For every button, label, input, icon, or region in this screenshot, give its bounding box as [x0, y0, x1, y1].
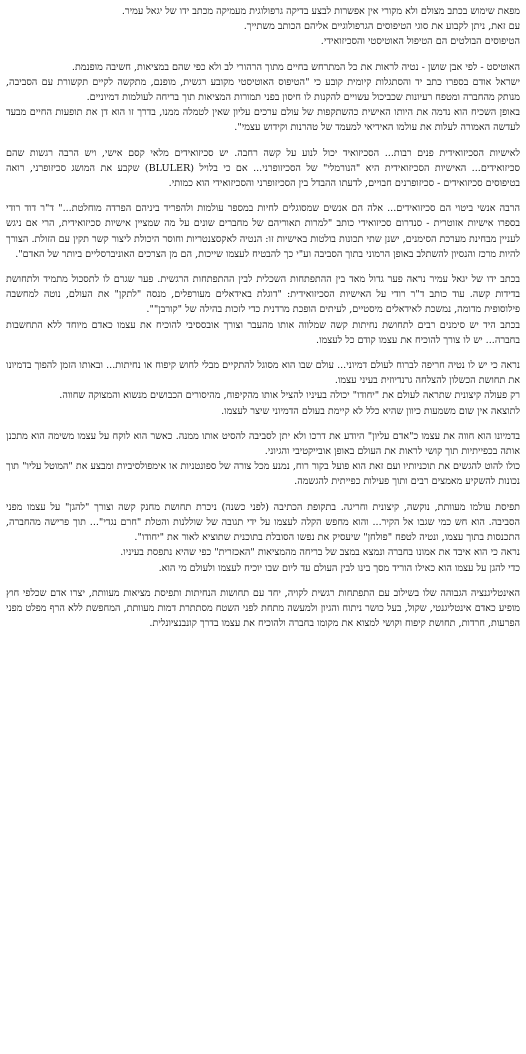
- text-line: רק פעולה קיצונית שתראה לעולם את "יחודו" יכולה בעיניו להציל אותו מהקיפוח, מהיסורים הכבושים מנשוא והמצוקה שחווה.: [59, 390, 520, 402]
- text-line: באופן השכיח הוא נדמה את היותו האישית כהשתקפות של עולם ערכים עליון שאין לטמלה ממנו, בדרך זו הוא דן את תופעות החיים מבעד לעדשה האמורה לעלות את עולמו האידיאי למעמד של טהרנות וקידוש עצמי".: [6, 107, 520, 134]
- paragraph-intro: [6, 4, 520, 50]
- text-line: ישראל אודם בספרו כתב יד והסתגלות קיומית קובע כי "הטיפוס האוטיסטי מקובע רגשית, מופנם, מתקשה לקיים תקשורת עם הסביבה, מנותק מהחברה ומטפח רעיונות שכביכול עשויים להקנות לו חיסון בפני תמורות המציאות תוך בריחה לעולמות דמיוניים.: [6, 76, 520, 104]
- paragraph-intelligence: [6, 586, 520, 632]
- text-line: הרבה אנשי ביטוי הם סכיזואידים... אלה הם אנשים שמסוגלים לחיות במספר עולמות ולהפריד ביניהם הפרדה מוחלטת..." ד"ר דוד רודי בספרו אישיות אזוטרית - סנדרום סכיזואידי כותב "למרות תאוריהם של מחברים שונים על מה שמציין אישיות סכיזואידית, הרי אם ניגש לעניין מבחינת מערכת הסימנים, ישנן שתי תכונות בולטות באישיות זו: הנטיה לאקסצנטריות וחוסר היכולת ליצור קשר תקין עם הזולת. הצורך להיות מרכז והנסיון להשתלב באופן הרמוני בתוך הסביבה וע"י כך להבטיח לעצמו שייכות, הם מן הצרכים האוניברסליים ביותר של האדם".: [6, 203, 520, 260]
- text-line: כדי להגן על עצמו הוא כאילו הוריד מסך בינו לבין העולם עד ליום שבו יוכיח לעצמו ולעולם מי הוא.: [158, 562, 520, 574]
- text-line: לתוצאה אין שום משמעות כיוון שהיא כלל לא קיימת בעולם הדמיוני שיצר לעצמו.: [221, 405, 520, 417]
- paragraph-worldview: [6, 500, 520, 576]
- paragraph-imaginary-world: [6, 358, 520, 419]
- paragraph-handwriting-gap: [6, 272, 520, 348]
- text-line: לאישיות הסכיזואידית פנים רבות... הסכיזואיד יכול לנוע על קשה רחבה. יש סכיזואידים מלאי קסם אישי, ויש הרבה רגשות שהם סכיזואידים... האישיות הסכיזואידית היא "הנורמלי" של הסכיזופרני... אם כי בלויל (BLULER) שקבע את המושג סכיזופרני, רואה בטיפוסים סכיזואידים - סכיזופרנים חבויים, לדעתו ההבדל בין הסכיזופרני והסכיזואידי הוא כמותי.: [6, 147, 521, 190]
- text-line: הטיפוסים הבולטים הם הטיפול האוטיסטי והסכיזואידי.: [320, 36, 520, 48]
- paragraph-autist: [6, 60, 520, 136]
- text-line: בכתב ידו של יגאל עמיר נראה פער גדול מאד בין ההתפתחות השכלית לבין ההתפתחות הרגשית. פער שגרם לו לתסכול מתמיד ולתחושת בדידות קשה. עוד כותב ד"ר רודי על האישיות הסכיזואידית: "דוגלת באידאלים מעורפלים, מנסה "לתקן" את העולם, נוטה למחשבה פילוסופית מדומה, נמשכת לאידאלים מיסטיים, לעיתים הופכת מרדנית כדי לזכות בהילה של "קורבן"".: [6, 274, 520, 316]
- text-line: עם זאת, ניתן לקבוע את סוגי הטיפוסים הגרפולוגיים אליהם הכותב משתייך.: [243, 21, 520, 33]
- text-line: מפאת שימוש בכתב מצולם ולא מקורי אין אפשרות לבצע בדיקה גרפולוגית מעמיקה מכתב ידו של יגאל עמיר.: [121, 6, 520, 17]
- text-line: האוטיסט - לפי אבן שושן - נטיה לראות את כל המתרחש בחיים מתוך הרהורי לב ולא כפי שהם במציאות, חשיבה מופנמת.: [71, 61, 520, 73]
- text-line: נראה כי יש לו נטיה חריפה לברוח לעולם דמיוני... עולם שבו הוא מסוגל להתקיים מבלי לחוש קיפוח או נחיתות... ובאותו הזמן להפוך בדמיונו את תחושת הכשלון להצלחה גרנדיוזית בעיני עצמו.: [6, 360, 520, 387]
- text-line: בדמיונו הוא חווה את עצמו כ"אדם עליון" היודע את דרכו ולא יתן לסביבה להסיט אותו ממנה. כאשר הוא לוקח על עצמו משימה הוא מתכנן אותה בכפייתיות תוך קושי לראות את העולם באופן אובייקטיבי והגיוני.: [6, 430, 520, 458]
- paragraph-superior-man: [6, 429, 520, 490]
- text-line: נראה כי הוא איבד את אמונו בחברה ונמצא במצב של בריחה מהמציאות "האכזרית" כפי שהיא נתפסת בעיניו.: [120, 547, 520, 559]
- paragraph-schizoid: [6, 146, 520, 192]
- text-line: האינטליגנציה הגבוהה שלו בשילוב עם התפתחות רגשית לקויה, יחד עם תחושות הנחיתות ותפיסת מציאות מעוותת, יצרו אדם שכלפי חוץ מופיע כאדם אינטליגנטי, שקול, בעל כושר ניתוח והגיון ולמעשה מתחת לפני השטח מסתתרת דמות מעוותת, המחפשת ללא הרף מפלט מפני הפרעות, חרדות, תחושת קיפוח וקושי למצוא את מקומו בחברה ולהוכיח את עצמו בדרך קונבנציונלית.: [6, 587, 520, 630]
- paragraph-expression: [6, 201, 520, 262]
- text-line: תפיסת עולמו מעוותת, נוקשה, קיצונית וחריגה. בתקופת הכתיבה (לפני כשנה) ניכרת תחושת מחנק קשה וצורך "להגן" על עצמו מפני הסביבה. הוא חש כמי שגבו אל הקיר... והוא מחפש הקלה לעצמו על ידי תגובה של שוללנות והטלת "חרם נגדי"... תוך פרישה מהחברה, התכנסות בתוך עצמו, ונטיה לטפח "פולחן" שיעסיק את נפשו הסובלת בתוכנית שתוציא לאור את "יחודו".: [6, 501, 520, 544]
- text-line: בכתב היד יש סימנים רבים לתחושת נחיתות קשה שמלווה אותו מהעבר וצורך אובססיבי להוכיח את עצמו כאדם מיוחד ללא התחשבות בחברה... יש לו צורך להוכיח את עצמו קודם כל לעצמו.: [6, 319, 520, 346]
- text-line: כולו להוט להגשים את תוכניותיו ועם זאת הוא פועל בקור רוח, נמנע מכל צורה של ספונטניות או אימפולסיביות ומבצע את "המוטל עליו" תוך נכונות להשקיע מאמצים רבים ותוך פעילות כפייתית להגשמה.: [6, 461, 520, 488]
